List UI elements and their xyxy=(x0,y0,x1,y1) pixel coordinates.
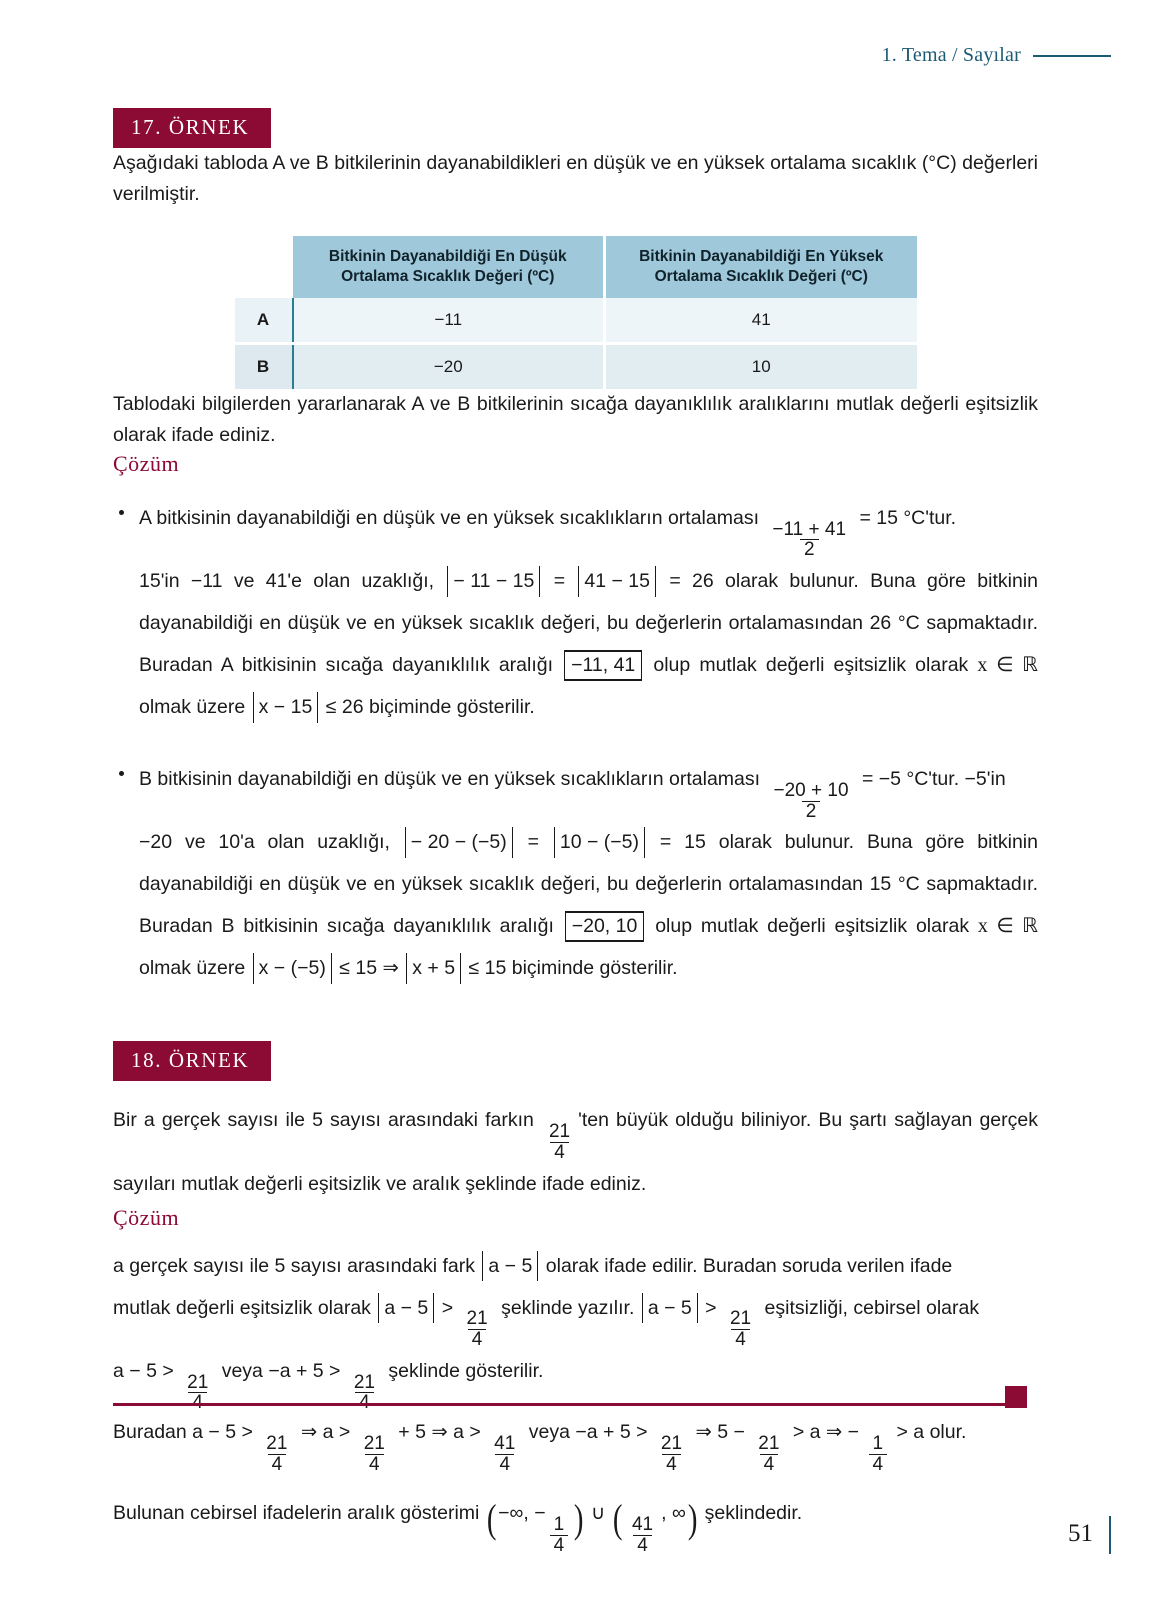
table-cell-min: −11 xyxy=(293,298,605,344)
table-header-min-line2: Ortalama Sıcaklık Değeri (ºC) xyxy=(341,268,555,285)
fraction-denominator: 4 xyxy=(468,1329,487,1350)
fraction-denominator: 4 xyxy=(760,1454,779,1475)
fraction-denominator: 4 xyxy=(365,1454,384,1475)
fraction-numerator: 21 xyxy=(466,1308,488,1330)
footer-square-marker xyxy=(1005,1386,1027,1408)
table-corner-cell xyxy=(235,236,293,298)
example-18-q-part2: 'ten büyük olduğu biliniyor. Bu şartı sağlayan gerçek sayıları mutlak değerli eşitsizlik ve aralık şeklinde ifade ediniz. xyxy=(113,1109,1038,1195)
fraction-numerator: −11 + 41 xyxy=(772,518,847,540)
table-header-max-line2: Ortalama Sıcaklık Değeri (ºC) xyxy=(654,268,868,285)
bullet-2-middle: ≤ 15 ⇒ xyxy=(339,957,399,980)
temperature-table xyxy=(235,236,917,389)
bullet-1-line-2 xyxy=(139,560,1038,728)
bullet-2-line-2 xyxy=(139,821,1038,989)
example-18-solution-line-2 xyxy=(113,1287,1038,1350)
fraction-21-4-h xyxy=(754,1434,783,1475)
fraction-numerator: 21 xyxy=(266,1432,288,1454)
fraction-41-4-a xyxy=(490,1434,519,1475)
equals-1: = xyxy=(527,831,539,854)
s4-text-h: > a olur. xyxy=(896,1421,967,1444)
s2-text-b: şeklinde yazılır. xyxy=(501,1296,635,1319)
s5-text-a: Bulunan cebirsel ifadelerin aralık gösterimi xyxy=(113,1502,480,1525)
table-header-min-line1: Bitkinin Dayanabildiği En Düşük xyxy=(328,248,567,265)
interval-bracket-2: −20, 10 xyxy=(565,911,645,941)
running-head-rule xyxy=(1033,55,1111,57)
example-18-badge: 18. ÖRNEK xyxy=(113,1041,271,1081)
fraction-numerator: −20 + 10 xyxy=(773,779,849,801)
table-header-max xyxy=(605,236,917,298)
s2-text-a: mutlak değerli eşitsizlik olarak xyxy=(113,1296,371,1319)
bullet-1-text-3: 15'in −11 ve 41'e olan uzaklığı, xyxy=(139,570,435,593)
fraction-denominator: 2 xyxy=(800,539,819,560)
page-content xyxy=(113,0,1038,1556)
s4-text-d: veya xyxy=(528,1421,570,1444)
s4-text-b: ⇒ a > xyxy=(300,1421,351,1444)
example-17-question: Tablodaki bilgilerden yararlanarak A ve B bitkilerinin sıcağa dayanıklılık aralıklarını mutlak değerli eşitsizlik olarak ifade ediniz. xyxy=(113,393,1038,446)
absolute-value-a-minus-5-2: a − 5 xyxy=(378,1293,434,1323)
bullet-1-line-1 xyxy=(139,497,1038,560)
bullet-1-text-7: ≤ 26 biçiminde gösterilir. xyxy=(325,696,535,719)
bullet-1-text-4: olarak bulunur. Buna göre bitkinin dayanabildiği en düşük ve en yüksek sıcaklık değeri, bu değerlerin ortalamasından 26 °C sapmaktadır. Buradan A bitkisinin sıcağa dayanıklılık aralığı xyxy=(139,570,1039,677)
table-row xyxy=(235,344,917,390)
example-18-solution-line-5: Bulunan cebirsel ifadelerin aralık gösterimi (−∞, − $\frac{1}{4}$ ) ∪ ( $\frac{41}{4}$ , ∞) şeklindedir. xyxy=(113,1496,803,1556)
table-cell-max: 41 xyxy=(605,298,917,344)
fraction-21-4-a xyxy=(463,1309,492,1350)
interval-1-left: −∞, − xyxy=(498,1502,546,1525)
list-item xyxy=(113,758,1038,989)
absolute-value-a-minus-5: a − 5 xyxy=(482,1251,538,1281)
x-in-reals-1: x ∈ ℝ xyxy=(977,654,1039,677)
table-header-row xyxy=(235,236,917,298)
fraction-numerator: 41 xyxy=(631,1514,654,1536)
example-17-intro: Aşağıdaki tabloda A ve B bitkilerinin dayanabildikleri en düşük ve en yüksek ortalama sıcaklık (°C) değerleri verilmiştir. xyxy=(113,152,1038,205)
fraction-denominator: 4 xyxy=(550,1535,569,1556)
footer-rule xyxy=(113,1403,1010,1406)
absolute-value-1: − 20 − (−5) xyxy=(405,827,513,857)
fraction-denominator: 4 xyxy=(268,1454,287,1475)
page-number-bar xyxy=(1109,1516,1111,1554)
table-row xyxy=(235,298,917,344)
bullet-2-text-4: olarak bulunur. Buna göre bitkinin dayanabildiği en düşük ve en yüksek sıcaklık değeri, bu değerlerin ortalamasından 15 °C sapmaktadır. Buradan B bitkisinin sıcağa dayanıklılık aralığı xyxy=(139,831,1038,938)
bullet-1-text-2: = 15 °C'tur. xyxy=(859,507,957,529)
s4-text-c: + 5 ⇒ a > xyxy=(398,1421,481,1444)
s5-text-b: şeklindedir. xyxy=(704,1502,803,1525)
interval-bracket-1: −11, 41 xyxy=(564,650,642,680)
bullet-2-text-5: olup mutlak değerli eşitsizlik olarak xyxy=(655,915,970,938)
s3-text-d: şeklinde gösterilir. xyxy=(388,1359,544,1382)
fraction-numerator: 1 xyxy=(872,1432,884,1454)
s3-text-c: −a + 5 > xyxy=(268,1359,341,1382)
example-18-solution-line-4 xyxy=(113,1413,1038,1474)
table-cell-max: 10 xyxy=(605,344,917,390)
fraction-numerator: 21 xyxy=(353,1371,375,1393)
s4-lead: Buradan xyxy=(113,1421,187,1444)
fraction-numerator: 21 xyxy=(758,1432,780,1454)
equals-1: = xyxy=(553,570,566,593)
bullet-2-text-1: B bitkisinin dayanabildiği en düşük ve en yüksek sıcaklıkların ortalaması xyxy=(139,768,761,791)
fraction-denominator: 4 xyxy=(869,1454,888,1475)
table-header-min xyxy=(293,236,605,298)
table-cell-min: −20 xyxy=(293,344,605,390)
bullet-2-text-6: olmak üzere xyxy=(139,957,246,980)
fraction-1-4-b xyxy=(550,1515,569,1556)
x-in-reals-2: x ∈ ℝ xyxy=(977,915,1039,938)
bullet-2-text-3: −20 ve 10'a olan uzaklığı, xyxy=(139,831,390,854)
fraction-21-4-d xyxy=(350,1373,379,1414)
example-17-solution-list xyxy=(113,497,1038,989)
example-18-q-part1: Bir a gerçek sayısı ile 5 sayısı arasındaki farkın xyxy=(113,1109,534,1132)
page-number: 51 xyxy=(1068,1520,1093,1547)
fraction-numerator: 21 xyxy=(187,1371,209,1393)
example-17-badge: 17. ÖRNEK xyxy=(113,108,271,148)
example-17-solution-heading: Çözüm xyxy=(113,451,180,476)
fraction-21-4-b xyxy=(726,1309,755,1350)
s3-text-a: a − 5 > xyxy=(113,1359,174,1382)
absolute-value-2: 10 − (−5) xyxy=(554,827,645,857)
s3-text-b: veya xyxy=(221,1359,263,1382)
fraction-denominator: 4 xyxy=(550,1142,569,1163)
table-row-label: A xyxy=(235,298,293,344)
question-fraction xyxy=(545,1122,574,1163)
s1-text-b: olarak ifade edilir. Buradan soruda verilen ifade xyxy=(545,1254,953,1277)
s4-text-f: ⇒ 5 − xyxy=(695,1421,745,1444)
s4-text-a: a − 5 > xyxy=(192,1421,253,1444)
bullet-2-text-2: = −5 °C'tur. −5'in xyxy=(861,768,1006,791)
fraction-denominator: 4 xyxy=(731,1329,750,1350)
fraction-21-4-c xyxy=(183,1373,212,1414)
fraction-21-4-g xyxy=(657,1434,686,1475)
absolute-value-4: x + 5 xyxy=(406,953,461,983)
absolute-value-a-minus-5-3: a − 5 xyxy=(642,1293,698,1323)
fraction-numerator: 21 xyxy=(660,1432,683,1454)
s2-text-c: eşitsizliği, cebirsel olarak xyxy=(764,1296,980,1319)
fraction-numerator: 21 xyxy=(729,1308,752,1330)
fraction-1-4-a xyxy=(869,1434,888,1475)
fraction-denominator: 4 xyxy=(495,1454,514,1475)
example-18-solution-line-1 xyxy=(113,1245,1038,1287)
s4-text-e: −a + 5 > xyxy=(575,1421,648,1444)
bullet-1-text-6: olmak üzere xyxy=(139,696,246,719)
interval-2-right: , ∞ xyxy=(661,1502,686,1525)
fraction-denominator: 2 xyxy=(802,801,821,822)
fraction-denominator: 4 xyxy=(662,1454,681,1475)
absolute-value-2: 41 − 15 xyxy=(578,566,656,596)
example-18-question xyxy=(113,1099,1038,1204)
absolute-value-3: x − (−5) xyxy=(253,953,332,983)
s2-gt: > xyxy=(441,1296,454,1319)
running-head-text: 1. Tema / Sayılar xyxy=(881,44,1021,66)
bullet-1-text-5: olup mutlak değerli eşitsizlik olarak xyxy=(653,654,969,677)
absolute-value-1: − 11 − 15 xyxy=(447,566,540,596)
equals-2: = 15 xyxy=(659,831,706,854)
absolute-value-3: x − 15 xyxy=(253,692,319,722)
table-header-max-line1: Bitkinin Dayanabildiği En Yüksek xyxy=(639,248,884,265)
s2-gt2: > xyxy=(705,1296,717,1319)
equals-2: = 26 xyxy=(669,570,714,593)
temperature-table-wrapper xyxy=(113,236,1038,389)
fraction-numerator: 41 xyxy=(494,1432,516,1454)
bullet-2-line-1 xyxy=(139,758,1038,821)
average-fraction-2 xyxy=(770,781,853,822)
bullet-2-text-7: ≤ 15 biçiminde gösterilir. xyxy=(468,957,678,980)
bullet-1-text-1: A bitkisinin dayanabildiği en düşük ve en yüksek sıcaklıkların ortalaması xyxy=(139,507,759,529)
fraction-numerator: 21 xyxy=(548,1121,571,1143)
fraction-41-4-b xyxy=(628,1515,657,1556)
s1-text-a: a gerçek sayısı ile 5 sayısı arasındaki fark xyxy=(113,1254,475,1277)
fraction-numerator: 21 xyxy=(363,1432,385,1454)
fraction-21-4-e xyxy=(262,1434,291,1475)
fraction-denominator: 4 xyxy=(633,1535,652,1556)
fraction-21-4-f xyxy=(360,1434,389,1475)
average-fraction xyxy=(768,520,850,561)
s4-text-g: > a ⇒ − xyxy=(792,1421,860,1444)
list-item xyxy=(113,497,1038,728)
fraction-numerator: 1 xyxy=(553,1514,565,1536)
example-18-solution-heading: Çözüm xyxy=(113,1204,180,1230)
table-row-label: B xyxy=(235,344,293,390)
union-symbol: ∪ xyxy=(590,1502,606,1525)
